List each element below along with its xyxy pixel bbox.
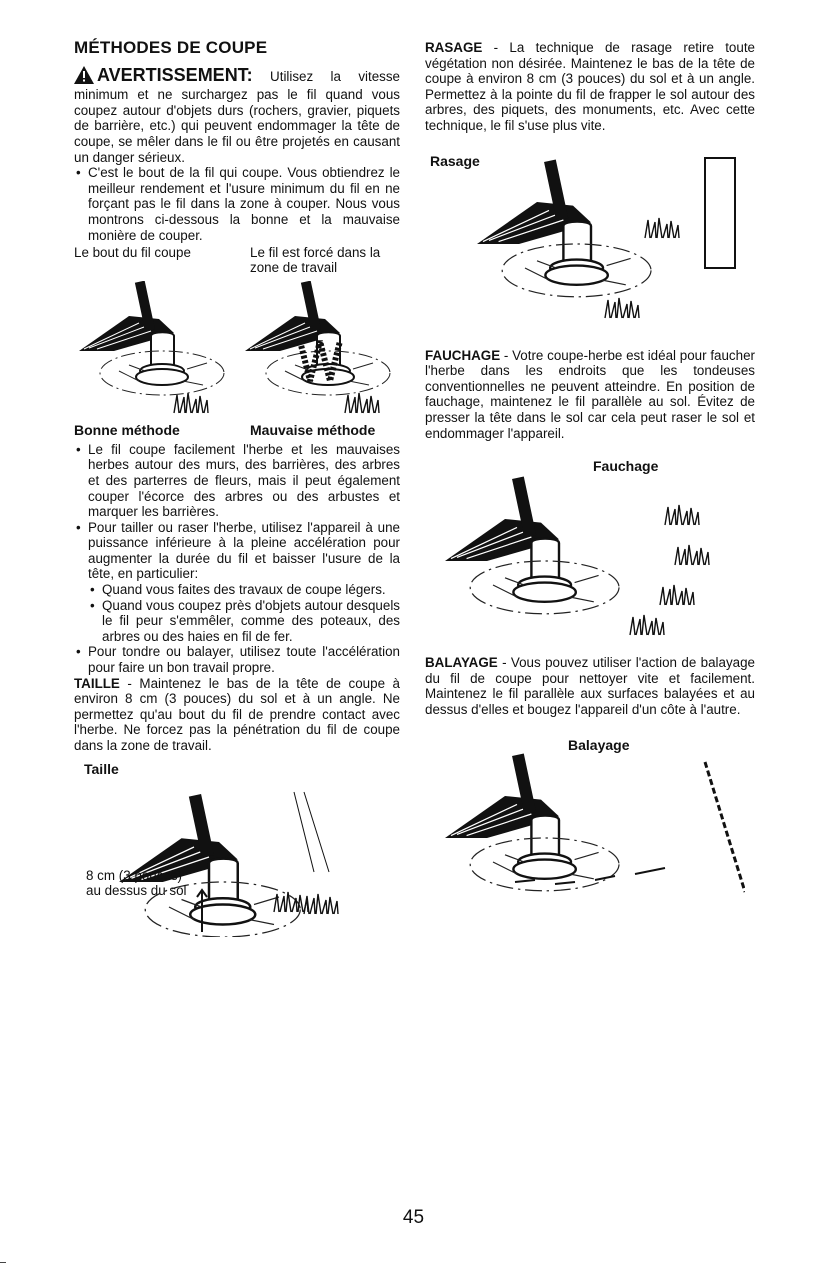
warning-heading: AVERTISSEMENT:: [97, 64, 253, 85]
bullet-reduced-power: [88, 520, 400, 645]
section-heading: MÉTHODES DE COUPE: [74, 38, 268, 57]
warning-triangle-icon: [74, 66, 94, 88]
bullet-list-2: [74, 442, 400, 676]
caption-bad-method: Mauvaise méthode: [250, 422, 376, 439]
taille-illustration: [94, 782, 374, 937]
taille-figure-label: Taille: [84, 760, 119, 777]
fauchage-figure-label: Fauchage: [593, 458, 659, 475]
rasage-figure-label: Rasage: [430, 152, 480, 169]
rasage-heading: RASAGE: [425, 40, 483, 55]
balayage-figure: [425, 732, 755, 932]
bullet-list-1: [74, 165, 400, 243]
balayage-text: - Vous pouvez utiliser l'action de balayage du fil de coupe pour nettoyer vite et facilement. Maintenez le fil parallèle aux surfaces balayées et au dessus d'elles et bougez l'appareil d'un côte à l'autre.: [425, 655, 755, 717]
balayage-heading: BALAYAGE: [425, 655, 498, 671]
bullet-walls: • Le fil coupe facilement l'herbe et les mauvaises herbes autour des murs, des barrières, des arbres et des parterres de fleurs, mais il peut également couper l'écorce des arbres ou des arbustes et marquer les barrières.: [88, 442, 400, 520]
bullet-tip-cuts: • C'est le bout de la fil qui coupe. Vous obtiendrez le meilleur rendement et l'usure minimum du fil en ne forçant pas le fil dans la zone à couper. Nous vous montrons ci-dessous la bonne et la mauvaise monière de couper.: [88, 165, 400, 243]
label-tip-cuts: Le bout du fil coupe: [74, 245, 191, 261]
fauchage-paragraph: [425, 348, 755, 442]
page-number: 45: [402, 1207, 425, 1228]
taille-paragraph: [74, 676, 400, 754]
bullet-full-throttle: • Pour tondre ou balayer, utilisez toute l'accélération pour faire un bon travail propre.: [88, 644, 400, 675]
left-column: [74, 40, 400, 937]
method-captions: [74, 423, 400, 439]
balayage-illustration: [445, 742, 745, 932]
sub-bullet-list: [88, 582, 400, 644]
label-forced: Le fil est forcé dans la zone de travail: [250, 245, 381, 276]
taille-height-note: 8 cm (3 pouces) au dessus du sol: [86, 867, 187, 898]
method-labels: [74, 245, 400, 275]
balayage-paragraph: [425, 655, 755, 717]
bad-method-illustration: [240, 281, 400, 423]
warning-paragraph: [74, 66, 400, 166]
fauchage-figure: [425, 455, 755, 655]
rasage-illustration: [465, 148, 755, 348]
good-method-illustration: [74, 281, 234, 423]
warning-text: Utilisez la vitesse minimum et ne surchargez pas le fil quand vous coupez autour d'objets durs (rochers, gravier, piquets de barrière, etc.) qui peuvent endommager la tête de coupe, se mêler dans le fil ou être projetés en causant un danger sérieux.: [74, 68, 400, 165]
sub-bullet-near-objects: • Quand vous coupez près d'objets autour desquels le fil peur s'emmêler, comme des poteaux, des arbres ou des haies en fil de fer.: [102, 598, 400, 645]
bullet-reduced-power-text: Pour tailler ou raser l'herbe, utilisez l'appareil à une puissance inférieure à la pleine accélération pour augmenter la durée du fil et baisser l'usure de la tête, en particulier:: [88, 519, 400, 582]
method-figures: [74, 281, 400, 423]
rasage-text: - La technique de rasage retire toute végétation non désirée. Maintenez le bas de la tête de coupe à environ 8 cm (3 pouces) du sol et à un angle. Permettez à la pointe du fil de frapper le sol autour des arbres, des piquets, des monuments, etc. Avec cette technique, le fil s'use plus vite.: [425, 40, 755, 133]
caption-good-method: Bonne méthode: [74, 422, 180, 439]
sub-bullet-light-work: • Quand vous faites des travaux de coupe légers.: [102, 582, 400, 598]
balayage-figure-label: Balayage: [568, 736, 630, 753]
taille-heading: TAILLE: [74, 675, 120, 691]
margin-tick: [0, 1262, 6, 1263]
fauchage-heading: FAUCHAGE: [425, 347, 501, 363]
rasage-figure: [425, 148, 755, 348]
taille-figure: [74, 762, 400, 937]
taille-text: - Maintenez le bas de la tête de coupe à environ 8 cm (3 pouces) du sol et à un angle. Ne permettez qu'au bout du fil de prendre contact avec l'herbe. Ne forcez pas la pénétration du fil de coupe dans la zone de travail.: [74, 675, 400, 753]
rasage-paragraph: [425, 40, 755, 134]
right-column: [425, 40, 755, 932]
fauchage-text: - Votre coupe-herbe est idéal pour faucher l'herbe dans les endroits que les tondeuses conventionnelles ne peuvent atteindre. En position de fauchage, maintenez le fil parallèle au sol. Évitez de presser la tête dans le sol car cela peut raser le sol et endommager l'appareil.: [425, 347, 755, 441]
fauchage-illustration: [445, 465, 745, 655]
